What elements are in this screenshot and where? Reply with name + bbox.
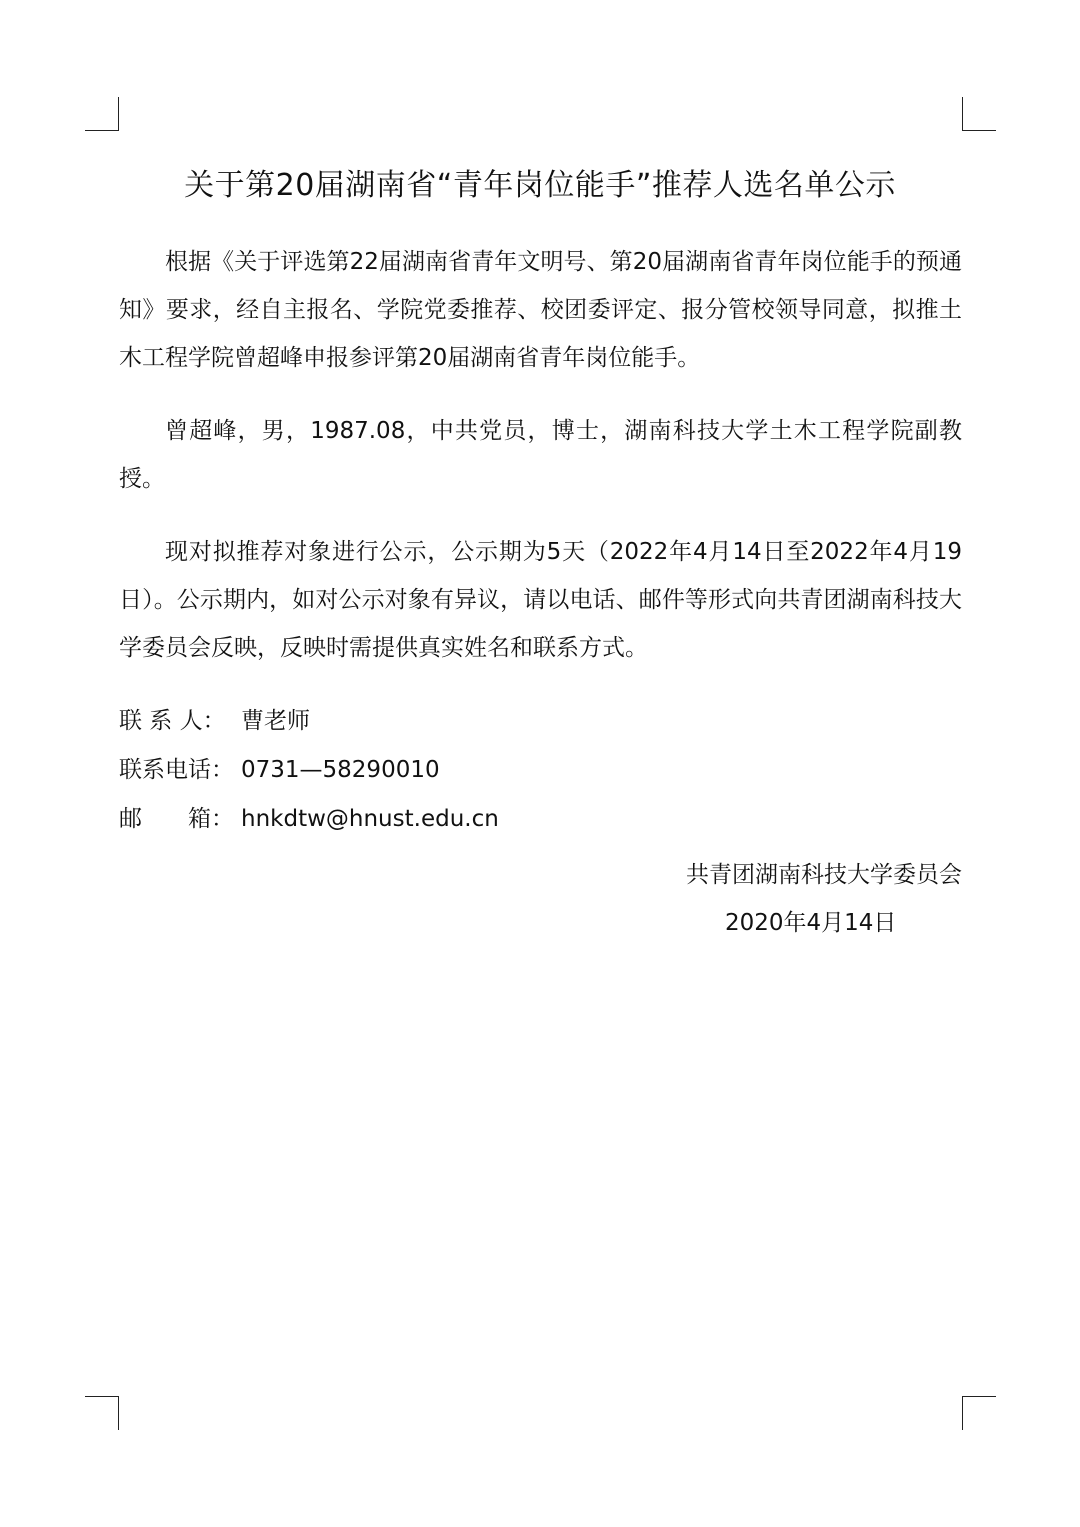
crop-mark-top-right [962, 97, 996, 131]
crop-mark-bottom-right [962, 1396, 996, 1430]
contact-person-value: 曹老师 [241, 708, 310, 734]
crop-mark-top-left [85, 97, 119, 131]
signature-organization: 共青团湖南科技大学委员会 [686, 862, 962, 888]
document-body [119, 238, 962, 844]
paragraph-candidate-info: 曾超峰，男，1987.08，中共党员，博士，湖南科技大学土木工程学院副教授。 [119, 418, 962, 492]
contact-email-row [119, 795, 962, 844]
document-title: 关于第20届湖南省“青年岗位能手”推荐人选名单公示 [184, 168, 896, 203]
paragraph-basis: 根据《关于评选第22届湖南省青年文明号、第20届湖南省青年岗位能手的预通知》要求，经自主报名、学院党委推荐、校团委评定、报分管校领导同意，拟推土木工程学院曾超峰申报参评第20届湖南省青年岗位能手。 [119, 249, 962, 371]
contact-email-label: 邮 箱： [119, 806, 234, 832]
contact-person-row [119, 697, 962, 746]
contact-email-value: hnkdtw@hnust.edu.cn [241, 806, 499, 832]
contact-person-label: 联 系 人： [119, 708, 226, 734]
paragraph-publicity-period: 现对拟推荐对象进行公示，公示期为5天（2022年4月14日至2022年4月19日）。公示期内，如对公示对象有异议，请以电话、邮件等形式向共青团湖南科技大学委员会反映，反映时需提供真实姓名和联系方式。 [119, 539, 962, 661]
contact-phone-row [119, 746, 962, 795]
contact-phone-value: 0731—58290010 [241, 757, 440, 783]
signature-date: 2020年4月14日 [725, 910, 897, 936]
contact-block [119, 697, 962, 844]
crop-mark-bottom-left [85, 1396, 119, 1430]
contact-phone-label: 联系电话： [119, 757, 234, 783]
